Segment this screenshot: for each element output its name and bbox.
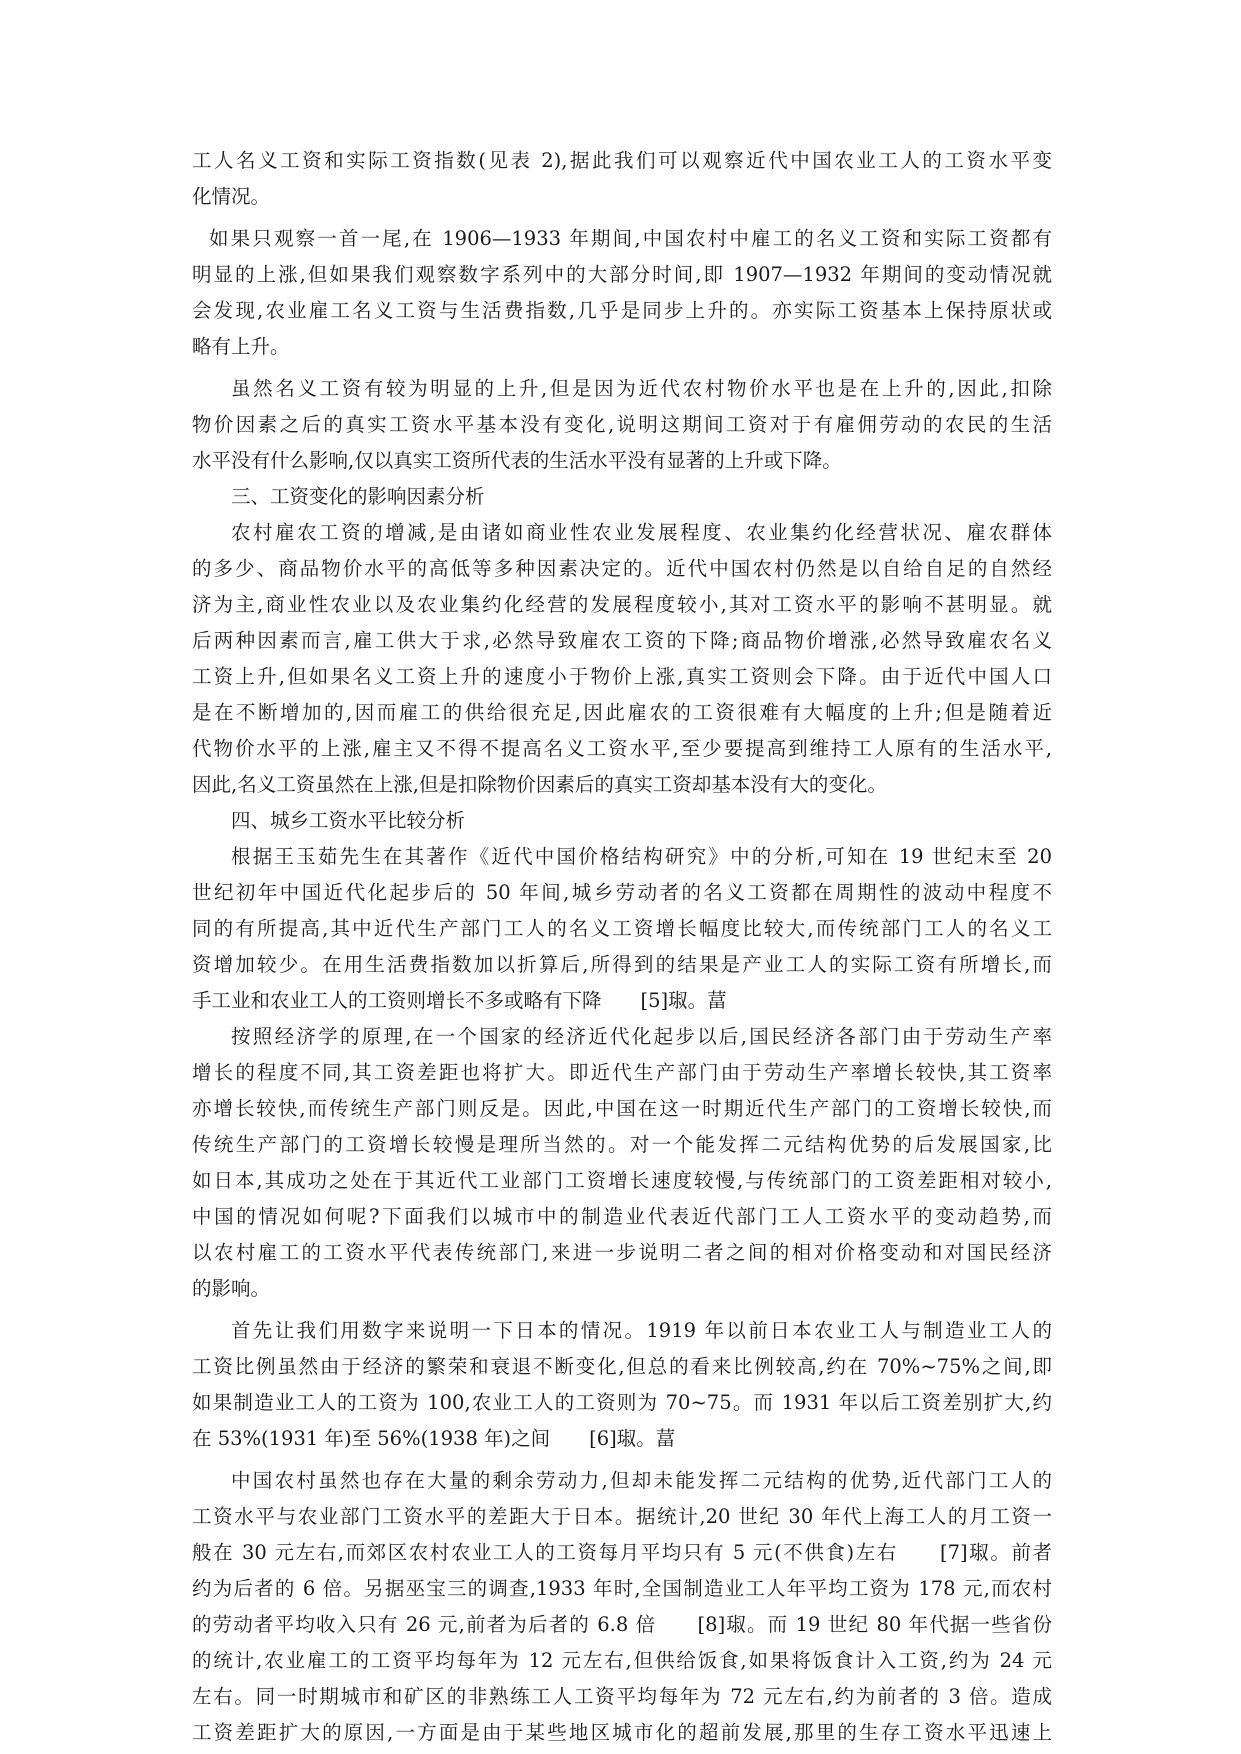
text-line: 略有上升。 [192,335,290,358]
text-line: 亦增长较快,而传统生产部门则反是。因此,中国在这一时期近代生产部门的工资增长较快,而 [192,1097,1052,1120]
text-line: 代物价水平的上涨,雇主又不得不提高名义工资水平,至少要提高到维持工人原有的生活水平, [192,737,1052,760]
paragraph [192,1313,1052,1457]
paragraph [192,1463,1052,1751]
text-line: 济为主,商业性农业以及农业集约化经营的发展程度较小,其对工资水平的影响不甚明显。就 [192,593,1052,616]
text-line: 的多少、商品物价水平的高低等多种因素决定的。近代中国农村仍然是以自给自足的自然经 [192,557,1052,580]
text-line: 世纪初年中国近代化起步后的 50 年间,城乡劳动者的名义工资都在周期性的波动中程度不 [192,881,1052,904]
text-line: 增长的程度不同,其工资差距也将扩大。即近代生产部门由于劳动生产率增长较快,其工资率 [192,1061,1052,1084]
section-heading-text: 三、工资变化的影响因素分析 [231,485,485,508]
text-line: 工资上升,但如果名义工资上升的速度小于物价上涨,真实工资则会下降。由于近代中国人口 [192,665,1052,688]
text-line: 传统生产部门的工资增长较慢是理所当然的。对一个能发挥二元结构优势的后发展国家,比 [192,1133,1052,1156]
text-line: 是在不断增加的,因而雇工的供给很充足,因此雇农的工资很难有大幅度的上升;但是随着近 [192,701,1052,724]
document-page [192,143,1052,1751]
text-line: 工资差距扩大的原因,一方面是由于某些地区城市化的超前发展,那里的生存工资水平迅速上 [192,1721,1052,1744]
section-heading-text: 四、城乡工资水平比较分析 [231,809,466,832]
text-line: 的劳动者平均收入只有 26 元,前者为后者的 6.8 倍 [8]琡。而 19 世纪 80 年代据一些省份 [192,1613,1052,1636]
text-line: 如果只观察一首一尾,在 1906—1933 年期间,中国农村中雇工的名义工资和实际工资都有 [209,227,1052,250]
section-heading [192,479,1052,515]
text-line: 般在 30 元左右,而郊区农村农业工人的工资每月平均只有 5 元(不供食)左右 [7]琡。前者 [192,1541,1052,1564]
text-line: 约为后者的 6 倍。另据巫宝三的调查,1933 年时,全国制造业工人年平均工资为 178 元,而农村 [192,1577,1052,1600]
paragraph [192,371,1052,479]
text-line: 的统计,农业雇工的工资平均每年为 12 元左右,但供给饭食,如果将饭食计入工资,约为 24 元 [192,1649,1052,1672]
text-line: 在 53%(1931 年)至 56%(1938 年)之间 [6]琡。葍 [192,1427,676,1450]
paragraph [192,839,1052,1019]
text-line: 如日本,其成功之处在于其近代工业部门工资增长速度较慢,与传统部门的工资差距相对较小, [192,1169,1052,1192]
text-line: 手工业和农业工人的工资则增长不多或略有下降 [5]琡。葍 [192,989,727,1012]
text-line: 农村雇农工资的增减,是由诸如商业性农业发展程度、农业集约化经营状况、雇农群体 [231,521,1052,544]
text-line: 虽然名义工资有较为明显的上升,但是因为近代农村物价水平也是在上升的,因此,扣除 [231,377,1052,400]
text-line: 因此,名义工资虽然在上涨,但是扣除物价因素后的真实工资却基本没有大的变化。 [192,773,887,796]
text-line: 的影响。 [192,1277,271,1300]
text-line: 按照经济学的原理,在一个国家的经济近代化起步以后,国民经济各部门由于劳动生产率 [231,1025,1052,1048]
text-line: 物价因素之后的真实工资水平基本没有变化,说明这期间工资对于有雇佣劳动的农民的生活 [192,413,1052,436]
text-line: 工人名义工资和实际工资指数(见表 2),据此我们可以观察近代中国农业工人的工资水平变 [192,149,1052,172]
section-heading [192,803,1052,839]
text-line: 工资水平与农业部门工资水平的差距大于日本。据统计,20 世纪 30 年代上海工人的月工资一 [192,1505,1052,1528]
text-line: 明显的上涨,但如果我们观察数字系列中的大部分时间,即 1907—1932 年期间的变动情况就 [192,263,1052,286]
text-line: 以农村雇工的工资水平代表传统部门,来进一步说明二者之间的相对价格变动和对国民经济 [192,1241,1052,1264]
text-line: 工资比例虽然由于经济的繁荣和衰退不断变化,但总的看来比例较高,约在 70%~75%之间,即 [192,1355,1052,1378]
text-line: 中国农村虽然也存在大量的剩余劳动力,但却未能发挥二元结构的优势,近代部门工人的 [231,1469,1052,1492]
paragraph [192,1019,1052,1307]
text-line: 资增加较少。在用生活费指数加以折算后,所得到的结果是产业工人的实际工资有所增长,而 [192,953,1052,976]
paragraph [192,221,1052,365]
text-line: 中国的情况如何呢?下面我们以城市中的制造业代表近代部门工人工资水平的变动趋势,而 [192,1205,1052,1228]
paragraph [192,515,1052,803]
text-line: 化情况。 [192,185,271,208]
text-line: 同的有所提高,其中近代生产部门工人的名义工资增长幅度比较大,而传统部门工人的名义工 [192,917,1052,940]
text-line: 左右。同一时期城市和矿区的非熟练工人工资平均每年为 72 元左右,约为前者的 3 倍。造成 [192,1685,1052,1708]
text-line: 会发现,农业雇工名义工资与生活费指数,几乎是同步上升的。亦实际工资基本上保持原状或 [192,299,1052,322]
text-line: 后两种因素而言,雇工供大于求,必然导致雇农工资的下降;商品物价增涨,必然导致雇农名义 [192,629,1052,652]
paragraph [192,143,1052,215]
text-line: 水平没有什么影响,仅以真实工资所代表的生活水平没有显著的上升或下降。 [192,449,842,472]
text-line: 如果制造业工人的工资为 100,农业工人的工资则为 70~75。而 1931 年以后工资差别扩大,约 [192,1391,1052,1414]
text-line: 首先让我们用数字来说明一下日本的情况。1919 年以前日本农业工人与制造业工人的 [231,1319,1052,1342]
text-line: 根据王玉茹先生在其著作《近代中国价格结构研究》中的分析,可知在 19 世纪末至 20 [231,845,1052,868]
